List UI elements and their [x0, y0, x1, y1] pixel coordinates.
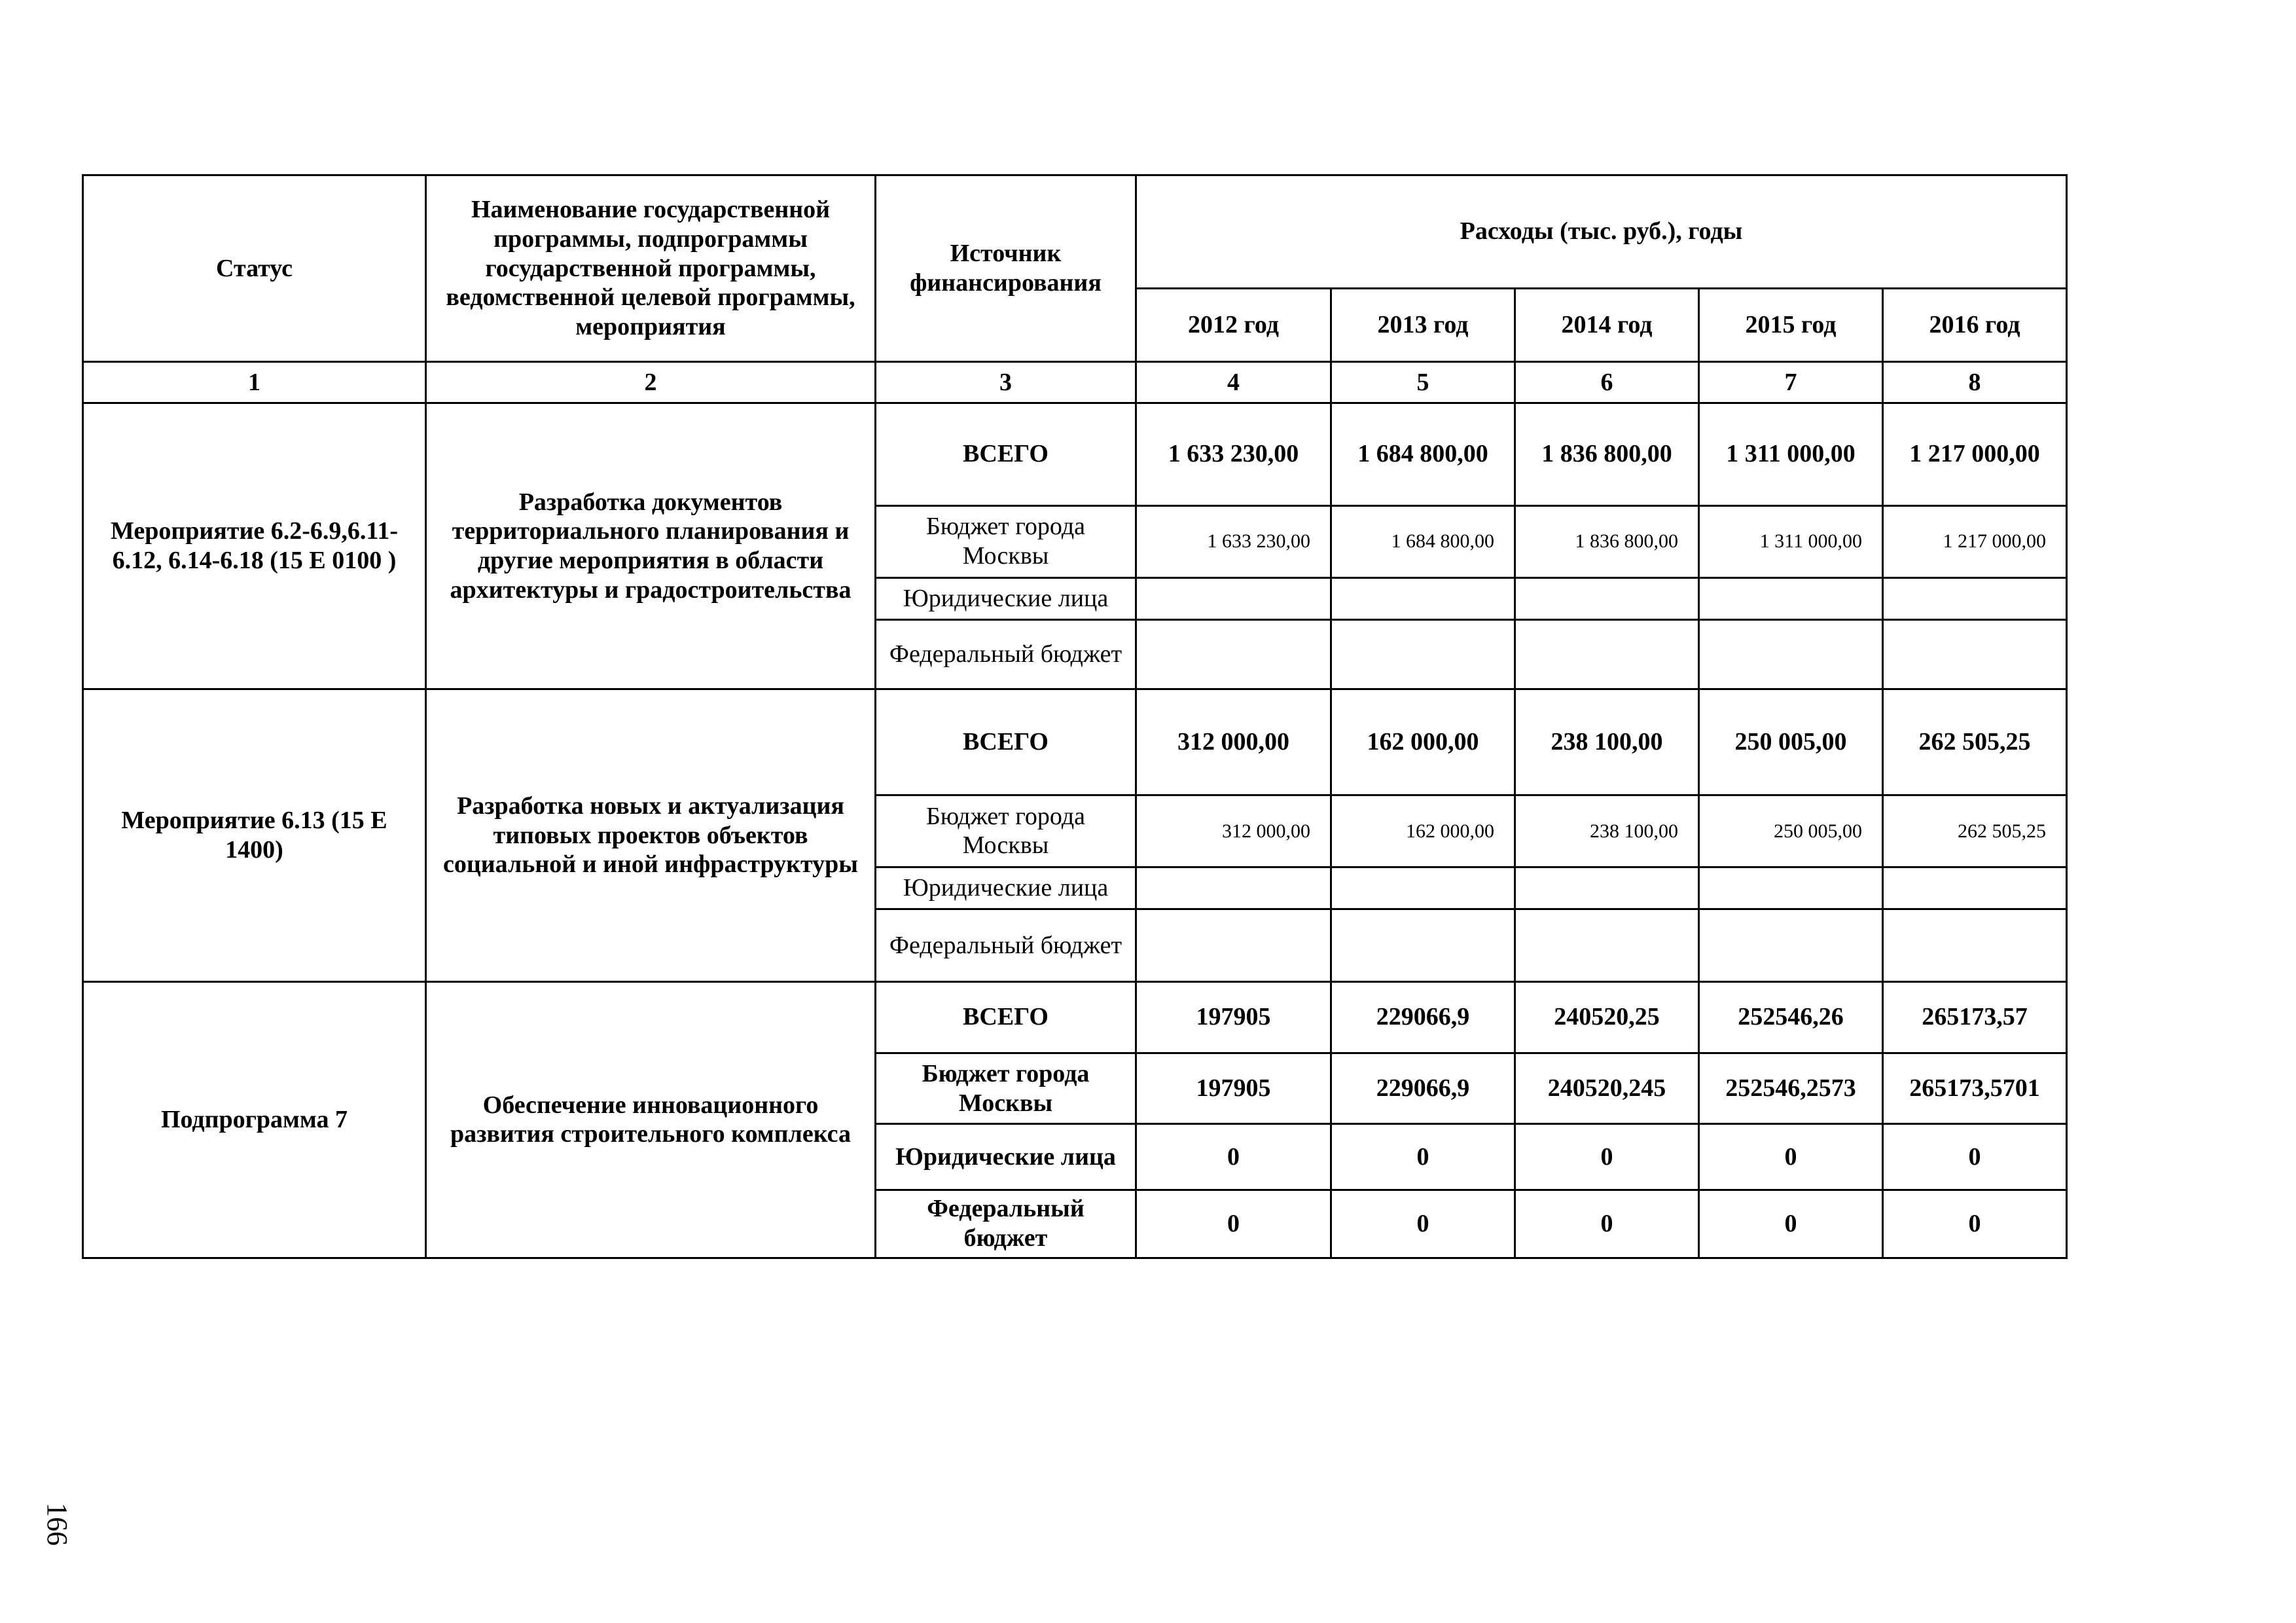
value-cell: [1699, 909, 1883, 981]
program-name-cell: Обеспечение инновационного развития строительного комплекса: [426, 981, 876, 1258]
value-cell: 0: [1699, 1124, 1883, 1190]
value-cell: 229066,9: [1331, 981, 1515, 1053]
source-cell: Федеральный бюджет: [876, 620, 1136, 689]
value-cell: 0: [1883, 1190, 2067, 1258]
value-cell: 238 100,00: [1515, 795, 1699, 867]
value-cell: 250 005,00: [1699, 689, 1883, 795]
value-cell: [1136, 867, 1331, 909]
source-cell: Бюджет города Москвы: [876, 505, 1136, 577]
value-cell: 1 684 800,00: [1331, 403, 1515, 505]
value-cell: 1 217 000,00: [1883, 403, 2067, 505]
column-number: 7: [1699, 361, 1883, 403]
value-cell: 1 311 000,00: [1699, 403, 1883, 505]
column-number: 1: [83, 361, 426, 403]
value-cell: 238 100,00: [1515, 689, 1699, 795]
column-number: 4: [1136, 361, 1331, 403]
value-cell: 197905: [1136, 1053, 1331, 1123]
value-cell: [1136, 909, 1331, 981]
value-cell: [1331, 577, 1515, 619]
column-number: 5: [1331, 361, 1515, 403]
value-cell: 1 836 800,00: [1515, 403, 1699, 505]
value-cell: 1 633 230,00: [1136, 505, 1331, 577]
header-source: Источник финансирования: [876, 175, 1136, 362]
value-cell: [1515, 620, 1699, 689]
value-cell: 240520,245: [1515, 1053, 1699, 1123]
value-cell: [1699, 867, 1883, 909]
column-number: 3: [876, 361, 1136, 403]
value-cell: 162 000,00: [1331, 795, 1515, 867]
value-cell: [1331, 620, 1515, 689]
header-year: 2016 год: [1883, 288, 2067, 361]
value-cell: 265173,5701: [1883, 1053, 2067, 1123]
status-cell: Мероприятие 6.2-6.9,6.11-6.12, 6.14-6.18 (15 Е 0100 ): [83, 403, 426, 689]
value-cell: [1699, 620, 1883, 689]
value-cell: 240520,25: [1515, 981, 1699, 1053]
value-cell: 250 005,00: [1699, 795, 1883, 867]
source-cell: Юридические лица: [876, 867, 1136, 909]
source-cell: Юридические лица: [876, 1124, 1136, 1190]
status-cell: Подпрограмма 7: [83, 981, 426, 1258]
value-cell: 162 000,00: [1331, 689, 1515, 795]
value-cell: 197905: [1136, 981, 1331, 1053]
value-cell: [1699, 577, 1883, 619]
header-year: 2013 год: [1331, 288, 1515, 361]
value-cell: [1136, 620, 1331, 689]
value-cell: 0: [1883, 1124, 2067, 1190]
source-cell: ВСЕГО: [876, 403, 1136, 505]
value-cell: [1883, 620, 2067, 689]
column-number: 2: [426, 361, 876, 403]
header-status: Статус: [83, 175, 426, 362]
value-cell: 1 684 800,00: [1331, 505, 1515, 577]
value-cell: 312 000,00: [1136, 795, 1331, 867]
header-year: 2014 год: [1515, 288, 1699, 361]
value-cell: [1515, 577, 1699, 619]
value-cell: 1 836 800,00: [1515, 505, 1699, 577]
value-cell: [1883, 867, 2067, 909]
value-cell: [1136, 577, 1331, 619]
value-cell: [1515, 867, 1699, 909]
value-cell: [1883, 577, 2067, 619]
value-cell: 229066,9: [1331, 1053, 1515, 1123]
value-cell: [1883, 909, 2067, 981]
source-cell: ВСЕГО: [876, 689, 1136, 795]
value-cell: 312 000,00: [1136, 689, 1331, 795]
value-cell: 265173,57: [1883, 981, 2067, 1053]
source-cell: ВСЕГО: [876, 981, 1136, 1053]
header-name: Наименование государственной программы, подпрограммы государственной программы, ведомственной целевой программы, мероприятия: [426, 175, 876, 362]
source-cell: Бюджет города Москвы: [876, 1053, 1136, 1123]
source-cell: Бюджет города Москвы: [876, 795, 1136, 867]
value-cell: [1331, 909, 1515, 981]
value-cell: 1 217 000,00: [1883, 505, 2067, 577]
source-cell: Федеральный бюджет: [876, 1190, 1136, 1258]
expenses-table: [82, 174, 2068, 1259]
status-cell: Мероприятие 6.13 (15 Е 1400): [83, 689, 426, 981]
value-cell: 0: [1331, 1124, 1515, 1190]
value-cell: 0: [1331, 1190, 1515, 1258]
value-cell: [1515, 909, 1699, 981]
program-name-cell: Разработка документов территориального планирования и другие мероприятия в области архитектуры и градостроительства: [426, 403, 876, 689]
column-number: 8: [1883, 361, 2067, 403]
value-cell: 262 505,25: [1883, 795, 2067, 867]
value-cell: 0: [1699, 1190, 1883, 1258]
program-name-cell: Разработка новых и актуализация типовых проектов объектов социальной и иной инфраструктуры: [426, 689, 876, 981]
value-cell: 0: [1515, 1124, 1699, 1190]
value-cell: 252546,2573: [1699, 1053, 1883, 1123]
header-year: 2015 год: [1699, 288, 1883, 361]
source-cell: Федеральный бюджет: [876, 909, 1136, 981]
value-cell: [1331, 867, 1515, 909]
value-cell: 262 505,25: [1883, 689, 2067, 795]
value-cell: 0: [1136, 1124, 1331, 1190]
header-expenses: Расходы (тыс. руб.), годы: [1136, 175, 2067, 289]
value-cell: 0: [1515, 1190, 1699, 1258]
header-year: 2012 год: [1136, 288, 1331, 361]
value-cell: 1 633 230,00: [1136, 403, 1331, 505]
value-cell: 252546,26: [1699, 981, 1883, 1053]
page-number: 166: [41, 1503, 73, 1546]
source-cell: Юридические лица: [876, 577, 1136, 619]
column-number: 6: [1515, 361, 1699, 403]
value-cell: 1 311 000,00: [1699, 505, 1883, 577]
value-cell: 0: [1136, 1190, 1331, 1258]
